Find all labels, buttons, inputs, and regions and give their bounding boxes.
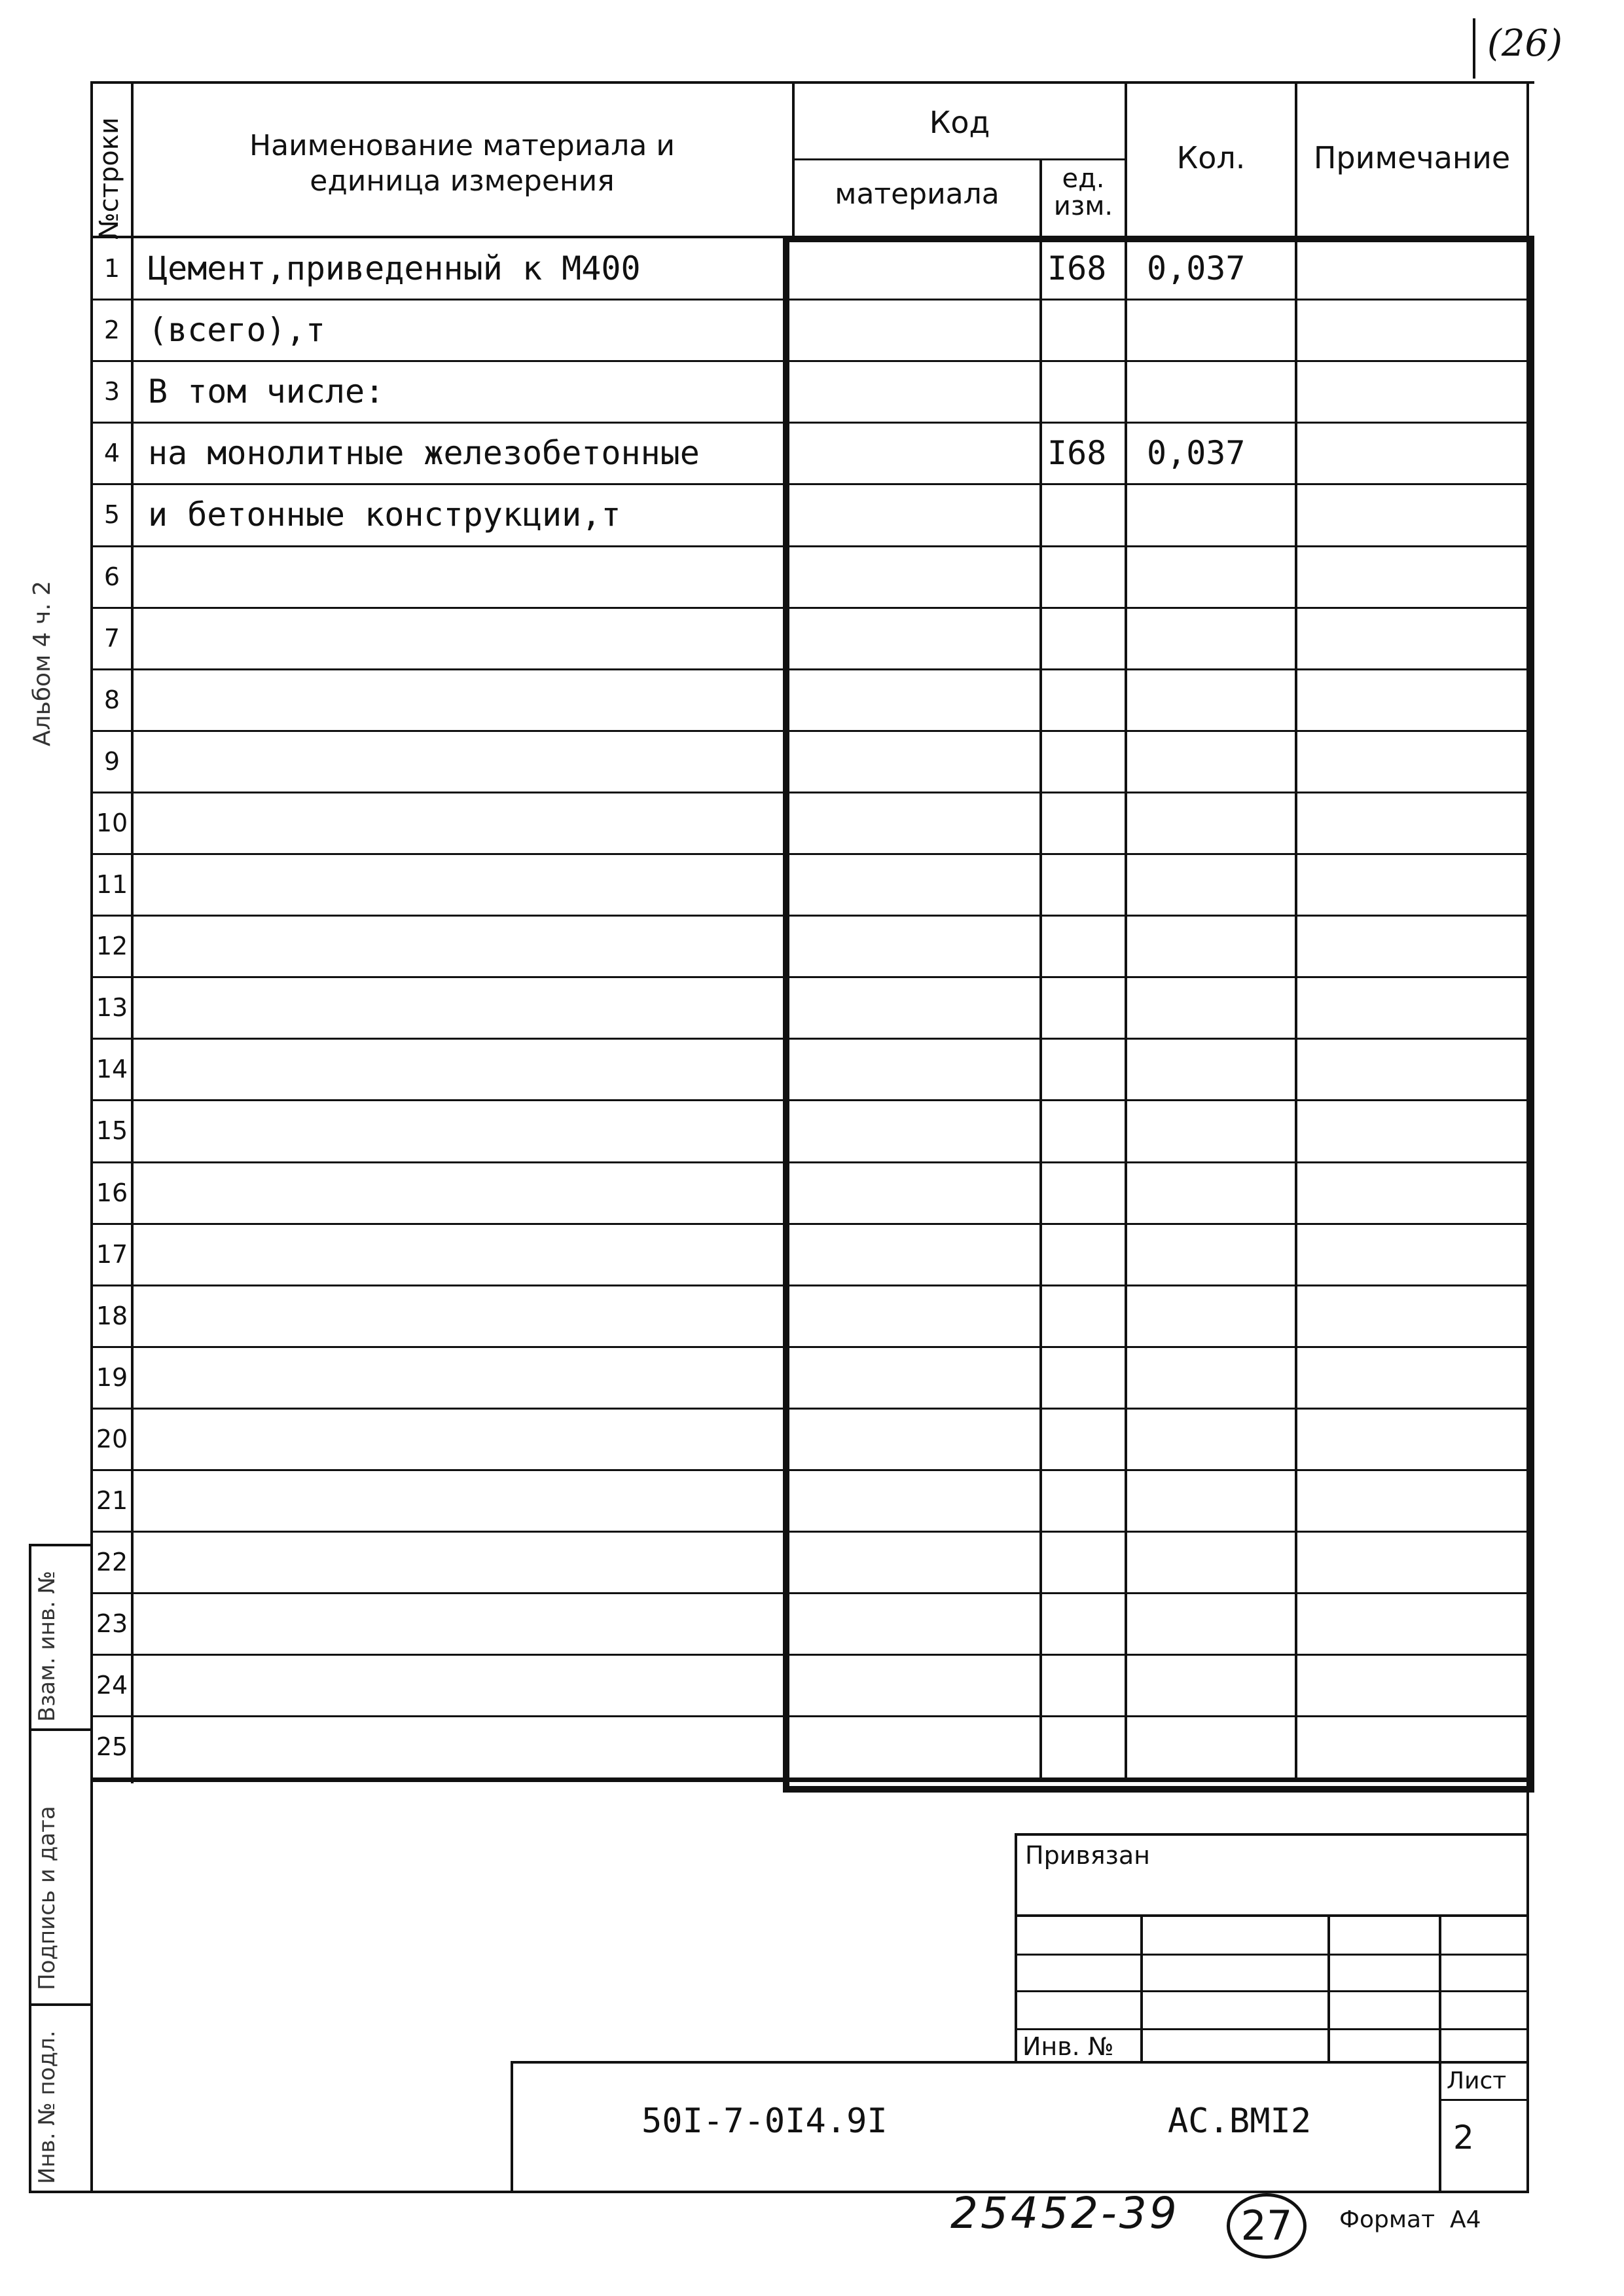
row-number: 13	[96, 993, 128, 1022]
document-code: 50I-7-0I4.9I	[641, 2102, 888, 2141]
corner-mark: (26)	[1487, 22, 1562, 65]
row-number: 23	[96, 1609, 128, 1638]
material-name-cell: Цемент,приведенный к М400	[148, 249, 641, 287]
album-label: Альбом 4 ч. 2	[29, 580, 56, 746]
row-separator	[90, 545, 1528, 547]
row-separator	[90, 1161, 1528, 1163]
corner-mark-border	[1473, 18, 1475, 79]
circled-number: 27	[1227, 2193, 1307, 2259]
row-number: 10	[96, 809, 128, 837]
row-separator	[90, 607, 1528, 609]
row-number: 16	[96, 1178, 128, 1207]
row-number: 20	[96, 1425, 128, 1453]
replace-inv-label: Взам. инв. №	[34, 1571, 60, 1722]
handwritten-number: 25452-39	[950, 2188, 1180, 2238]
row-separator	[90, 1346, 1528, 1348]
row-separator	[90, 1531, 1528, 1533]
unit-code-cell: I68	[1047, 249, 1107, 287]
quantity-header: Кол.	[1176, 140, 1246, 175]
material-name-cell: (всего),т	[148, 311, 325, 349]
row-number: 15	[96, 1116, 128, 1145]
unit-code-cell: I68	[1047, 434, 1107, 472]
row-number: 17	[96, 1240, 128, 1269]
row-separator	[90, 1038, 1528, 1040]
signature-date-label: Подпись и дата	[34, 1806, 60, 1990]
linked-label: Привязан	[1025, 1841, 1150, 1870]
row-number: 9	[103, 747, 120, 776]
row-number: 18	[96, 1302, 128, 1330]
row-separator	[90, 1408, 1528, 1410]
row-separator	[90, 853, 1528, 855]
material-name-cell: и бетонные конструкции,т	[148, 496, 621, 534]
material-name-cell: на монолитные железобетонные	[148, 434, 700, 472]
row-number: 19	[96, 1363, 128, 1392]
sheet-label: Лист	[1447, 2068, 1507, 2094]
row-separator	[90, 1469, 1528, 1471]
row-separator	[90, 915, 1528, 917]
row-separator	[90, 976, 1528, 978]
row-separator	[90, 792, 1528, 793]
row-number: 7	[103, 624, 120, 653]
note-header: Примечание	[1313, 140, 1511, 175]
row-separator	[90, 1592, 1528, 1594]
name-header: Наименование материала и единица измерения	[249, 129, 675, 198]
row-number: 21	[96, 1486, 128, 1515]
material-name-cell: В том числе:	[148, 373, 385, 410]
row-number: 22	[96, 1548, 128, 1576]
row-separator	[90, 668, 1528, 670]
quantity-cell: 0,037	[1147, 249, 1246, 287]
row-number: 3	[103, 377, 120, 406]
row-number: 2	[103, 316, 120, 344]
unit-header: ед. изм.	[1053, 164, 1113, 221]
row-number: 11	[96, 870, 128, 899]
row-number: 8	[103, 685, 120, 714]
row-separator	[90, 1654, 1528, 1656]
row-number: 6	[103, 562, 120, 591]
row-number: 12	[96, 932, 128, 960]
original-inv-label: Инв. № подл.	[34, 2030, 60, 2184]
material-code-header: материала	[835, 177, 1000, 211]
row-separator	[90, 1285, 1528, 1286]
code-header: Код	[929, 105, 990, 140]
row-separator	[90, 1099, 1528, 1101]
quantity-cell: 0,037	[1147, 434, 1246, 472]
document-mark: АС.ВМI2	[1168, 2102, 1312, 2141]
row-number: 14	[96, 1055, 128, 1084]
row-number: 4	[103, 439, 120, 467]
sheet-number: 2	[1453, 2119, 1474, 2157]
row-number-header: №строки	[94, 117, 124, 240]
row-separator	[90, 1223, 1528, 1225]
row-number: 24	[96, 1671, 128, 1700]
row-number: 1	[103, 254, 120, 283]
inv-number-label: Инв. №	[1022, 2032, 1114, 2061]
row-number: 5	[103, 500, 120, 529]
format-label: Формат А4	[1339, 2206, 1481, 2233]
row-separator	[90, 730, 1528, 732]
row-number: 25	[96, 1732, 128, 1761]
row-separator	[90, 1715, 1528, 1717]
